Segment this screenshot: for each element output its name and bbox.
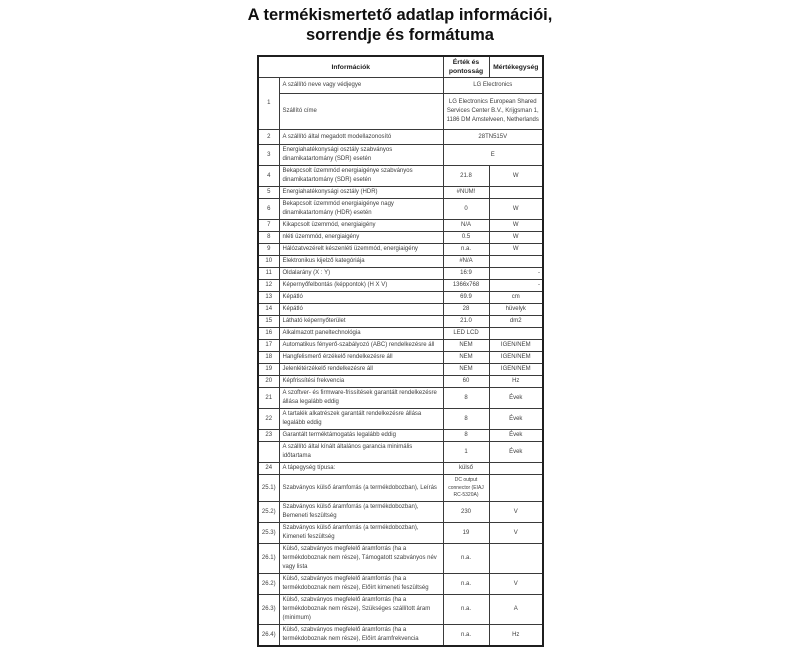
row-label: Külső, szabványos megfelelő áramforrás (ha a termékdoboznak nem része), Szükséges szállított áram (minimum): [279, 595, 443, 625]
row-number: 9: [258, 244, 279, 256]
table-row: [258, 502, 543, 523]
row-number: 26.2): [258, 574, 279, 595]
row-number: 15: [258, 316, 279, 328]
row-label: Oldalarány (X : Y): [279, 268, 443, 280]
row-unit: -: [489, 268, 543, 280]
row-number: 13: [258, 292, 279, 304]
table-row: [258, 523, 543, 544]
row-unit: Évek: [489, 409, 543, 430]
row-unit: IGEN/NEM: [489, 364, 543, 376]
row-label: Hálózatvezérelt készenléti üzemmód, energiaigény: [279, 244, 443, 256]
row-label: Alkalmazott paneltechnológia: [279, 328, 443, 340]
row-unit: -: [489, 280, 543, 292]
row-number: 6: [258, 199, 279, 220]
row-value: 28TN515V: [443, 130, 543, 145]
row-label: Energiahatékonysági osztály (HDR): [279, 187, 443, 199]
table-row: [258, 595, 543, 625]
row-number: [258, 442, 279, 463]
row-label: Képernyőfelbontás (képpontok) (H X V): [279, 280, 443, 292]
row-number: 25.1): [258, 475, 279, 502]
row-label: Automatikus fényerő-szabályozó (ABC) rendelkezésre áll: [279, 340, 443, 352]
row-number: 3: [258, 145, 279, 166]
row-unit: Hz: [489, 625, 543, 647]
row-unit: W: [489, 232, 543, 244]
table-row: [258, 625, 543, 647]
row-label: Szabványos külső áramforrás (a termékdobozban), Leírás: [279, 475, 443, 502]
row-label: A szállító által kínált általános garancia minimális időtartama: [279, 442, 443, 463]
row-unit: [489, 463, 543, 475]
page-title-line2: sorrendje és formátuma: [306, 26, 494, 44]
table-row: [258, 130, 543, 145]
row-value: n.a.: [443, 595, 489, 625]
row-value: 21.0: [443, 316, 489, 328]
row-number: 5: [258, 187, 279, 199]
row-label: Képfrissítési frekvencia: [279, 376, 443, 388]
table-row: [258, 544, 543, 574]
row-value: NEM: [443, 340, 489, 352]
row-number: 26.1): [258, 544, 279, 574]
row-number: 22: [258, 409, 279, 430]
row-label: Külső, szabványos megfelelő áramforrás (ha a termékdoboznak nem része), Támogatott szabványos név vagy lista: [279, 544, 443, 574]
row-label: nléti üzemmód, energiaigény: [279, 232, 443, 244]
row-unit: A: [489, 595, 543, 625]
row-number: 26.4): [258, 625, 279, 647]
row-number: 1: [258, 78, 279, 130]
row-value: 28: [443, 304, 489, 316]
row-unit: cm: [489, 292, 543, 304]
row-label: Képátló: [279, 292, 443, 304]
row-label: Képátló: [279, 304, 443, 316]
row-label: Szabványos külső áramforrás (a termékdobozban), Bemeneti feszültség: [279, 502, 443, 523]
row-label: Elektronikus kijelző kategóriája: [279, 256, 443, 268]
row-value: n.a.: [443, 544, 489, 574]
row-label: A tartalék alkatrészek garantált rendelkezésre állása legalább eddig: [279, 409, 443, 430]
row-value: 0.5: [443, 232, 489, 244]
row-unit: [489, 328, 543, 340]
row-number: 4: [258, 166, 279, 187]
row-number: 10: [258, 256, 279, 268]
row-value: 1366x768: [443, 280, 489, 292]
row-number: 21: [258, 388, 279, 409]
row-number: 2: [258, 130, 279, 145]
table-row: [258, 280, 543, 292]
row-unit: [489, 475, 543, 502]
row-number: 19: [258, 364, 279, 376]
row-label: Szabványos külső áramforrás (a termékdobozban), Kimeneti feszültség: [279, 523, 443, 544]
row-value: 60: [443, 376, 489, 388]
row-unit: hüvelyk: [489, 304, 543, 316]
row-label: A szállító által megadott modellazonosító: [279, 130, 443, 145]
table-row: [258, 166, 543, 187]
row-unit: IGEN/NEM: [489, 340, 543, 352]
row-unit: dm2: [489, 316, 543, 328]
column-header-unit: Mértékegység: [489, 56, 543, 78]
table-row: [258, 442, 543, 463]
row-value: #N/A: [443, 256, 489, 268]
row-value: 1: [443, 442, 489, 463]
table-row: [258, 199, 543, 220]
row-label: Hangfelismerő érzékelő rendelkezésre áll: [279, 352, 443, 364]
table-row: [258, 430, 543, 442]
row-label: A szállító neve vagy védjegye: [279, 78, 443, 94]
table-row: [258, 388, 543, 409]
row-value: 16:9: [443, 268, 489, 280]
row-unit: Évek: [489, 388, 543, 409]
table-row: [258, 409, 543, 430]
row-value: 69.9: [443, 292, 489, 304]
row-label: Külső, szabványos megfelelő áramforrás (ha a termékdoboznak nem része), Előírt áramfrekvencia: [279, 625, 443, 647]
row-value: 8: [443, 388, 489, 409]
row-number: 25.3): [258, 523, 279, 544]
table-row: [258, 94, 543, 130]
row-value: 8: [443, 409, 489, 430]
table-row: [258, 352, 543, 364]
row-label: Szállító címe: [279, 94, 443, 130]
row-value: n.a.: [443, 244, 489, 256]
row-number: 8: [258, 232, 279, 244]
row-unit: W: [489, 199, 543, 220]
row-number: 17: [258, 340, 279, 352]
table-row: [258, 574, 543, 595]
table-row: [258, 145, 543, 166]
row-number: 26.3): [258, 595, 279, 625]
row-value: E: [443, 145, 543, 166]
row-unit: V: [489, 574, 543, 595]
row-unit: V: [489, 523, 543, 544]
row-unit: [489, 544, 543, 574]
row-label: Bekapcsolt üzemmód energiaigénye szabványos dinamikatartomány (SDR) esetén: [279, 166, 443, 187]
row-value: N/A: [443, 220, 489, 232]
row-number: 18: [258, 352, 279, 364]
row-label: Jelenlétérzékelő rendelkezésre áll: [279, 364, 443, 376]
table-row: [258, 268, 543, 280]
product-fiche-table: [257, 55, 544, 647]
row-value: 0: [443, 199, 489, 220]
row-number: 25.2): [258, 502, 279, 523]
row-number: 11: [258, 268, 279, 280]
row-unit: W: [489, 166, 543, 187]
row-value: DC output connector (EIAJ RC-5320A): [443, 475, 489, 502]
row-number: 23: [258, 430, 279, 442]
row-label: Bekapcsolt üzemmód energiaigénye nagy dinamikatartomány (HDR) esetén: [279, 199, 443, 220]
table-row: [258, 475, 543, 502]
table-row: [258, 256, 543, 268]
table-row: [258, 292, 543, 304]
row-label: Látható képernyőterület: [279, 316, 443, 328]
row-label: A szoftver- és firmware-frissítések garantált rendelkezésre állása legalább eddig: [279, 388, 443, 409]
page-title-line1: A termékismertető adatlap információi,: [247, 6, 553, 24]
row-value: #NUM!: [443, 187, 489, 199]
row-label: Garantált terméktámogatás legalább eddig: [279, 430, 443, 442]
row-unit: [489, 187, 543, 199]
row-value: NEM: [443, 352, 489, 364]
row-value: NEM: [443, 364, 489, 376]
row-label: Külső, szabványos megfelelő áramforrás (ha a termékdoboznak nem része), Előírt kimeneti feszültség: [279, 574, 443, 595]
row-number: 12: [258, 280, 279, 292]
row-unit: W: [489, 244, 543, 256]
column-header-informations: Információk: [258, 56, 443, 78]
table-row: [258, 316, 543, 328]
row-unit: V: [489, 502, 543, 523]
row-unit: IGEN/NEM: [489, 352, 543, 364]
row-number: 20: [258, 376, 279, 388]
row-value: n.a.: [443, 574, 489, 595]
table-row: [258, 463, 543, 475]
row-value: 21.8: [443, 166, 489, 187]
table-row: [258, 340, 543, 352]
row-value: n.a.: [443, 625, 489, 647]
row-label: Kikapcsolt üzemmód, energiaigény: [279, 220, 443, 232]
page-title: [0, 5, 800, 45]
row-unit: Hz: [489, 376, 543, 388]
row-label: A tápegység típusa:: [279, 463, 443, 475]
table-row: [258, 78, 543, 94]
table-row: [258, 232, 543, 244]
row-value: LG Electronics: [443, 78, 543, 94]
row-unit: Évek: [489, 442, 543, 463]
table-row: [258, 187, 543, 199]
row-value: külső: [443, 463, 489, 475]
row-value: LED LCD: [443, 328, 489, 340]
row-value: 230: [443, 502, 489, 523]
table-row: [258, 376, 543, 388]
row-number: 24: [258, 463, 279, 475]
row-number: 14: [258, 304, 279, 316]
row-value: LG Electronics European Shared Services Center B.V., Krijgsman 1, 1186 DM Amstelveen, Netherlands: [443, 94, 543, 130]
table-row: [258, 304, 543, 316]
row-unit: W: [489, 220, 543, 232]
row-number: 7: [258, 220, 279, 232]
column-header-value-accuracy: Érték és pontosság: [443, 56, 489, 78]
table-row: [258, 364, 543, 376]
row-number: 16: [258, 328, 279, 340]
row-unit: [489, 256, 543, 268]
table-row: [258, 220, 543, 232]
table-body: [258, 78, 543, 647]
row-unit: Évek: [489, 430, 543, 442]
table-row: [258, 244, 543, 256]
table-header-row: [258, 56, 543, 78]
table-row: [258, 328, 543, 340]
row-value: 19: [443, 523, 489, 544]
row-value: 8: [443, 430, 489, 442]
row-label: Energiahatékonysági osztály szabványos dinamikatartomány (SDR) esetén: [279, 145, 443, 166]
